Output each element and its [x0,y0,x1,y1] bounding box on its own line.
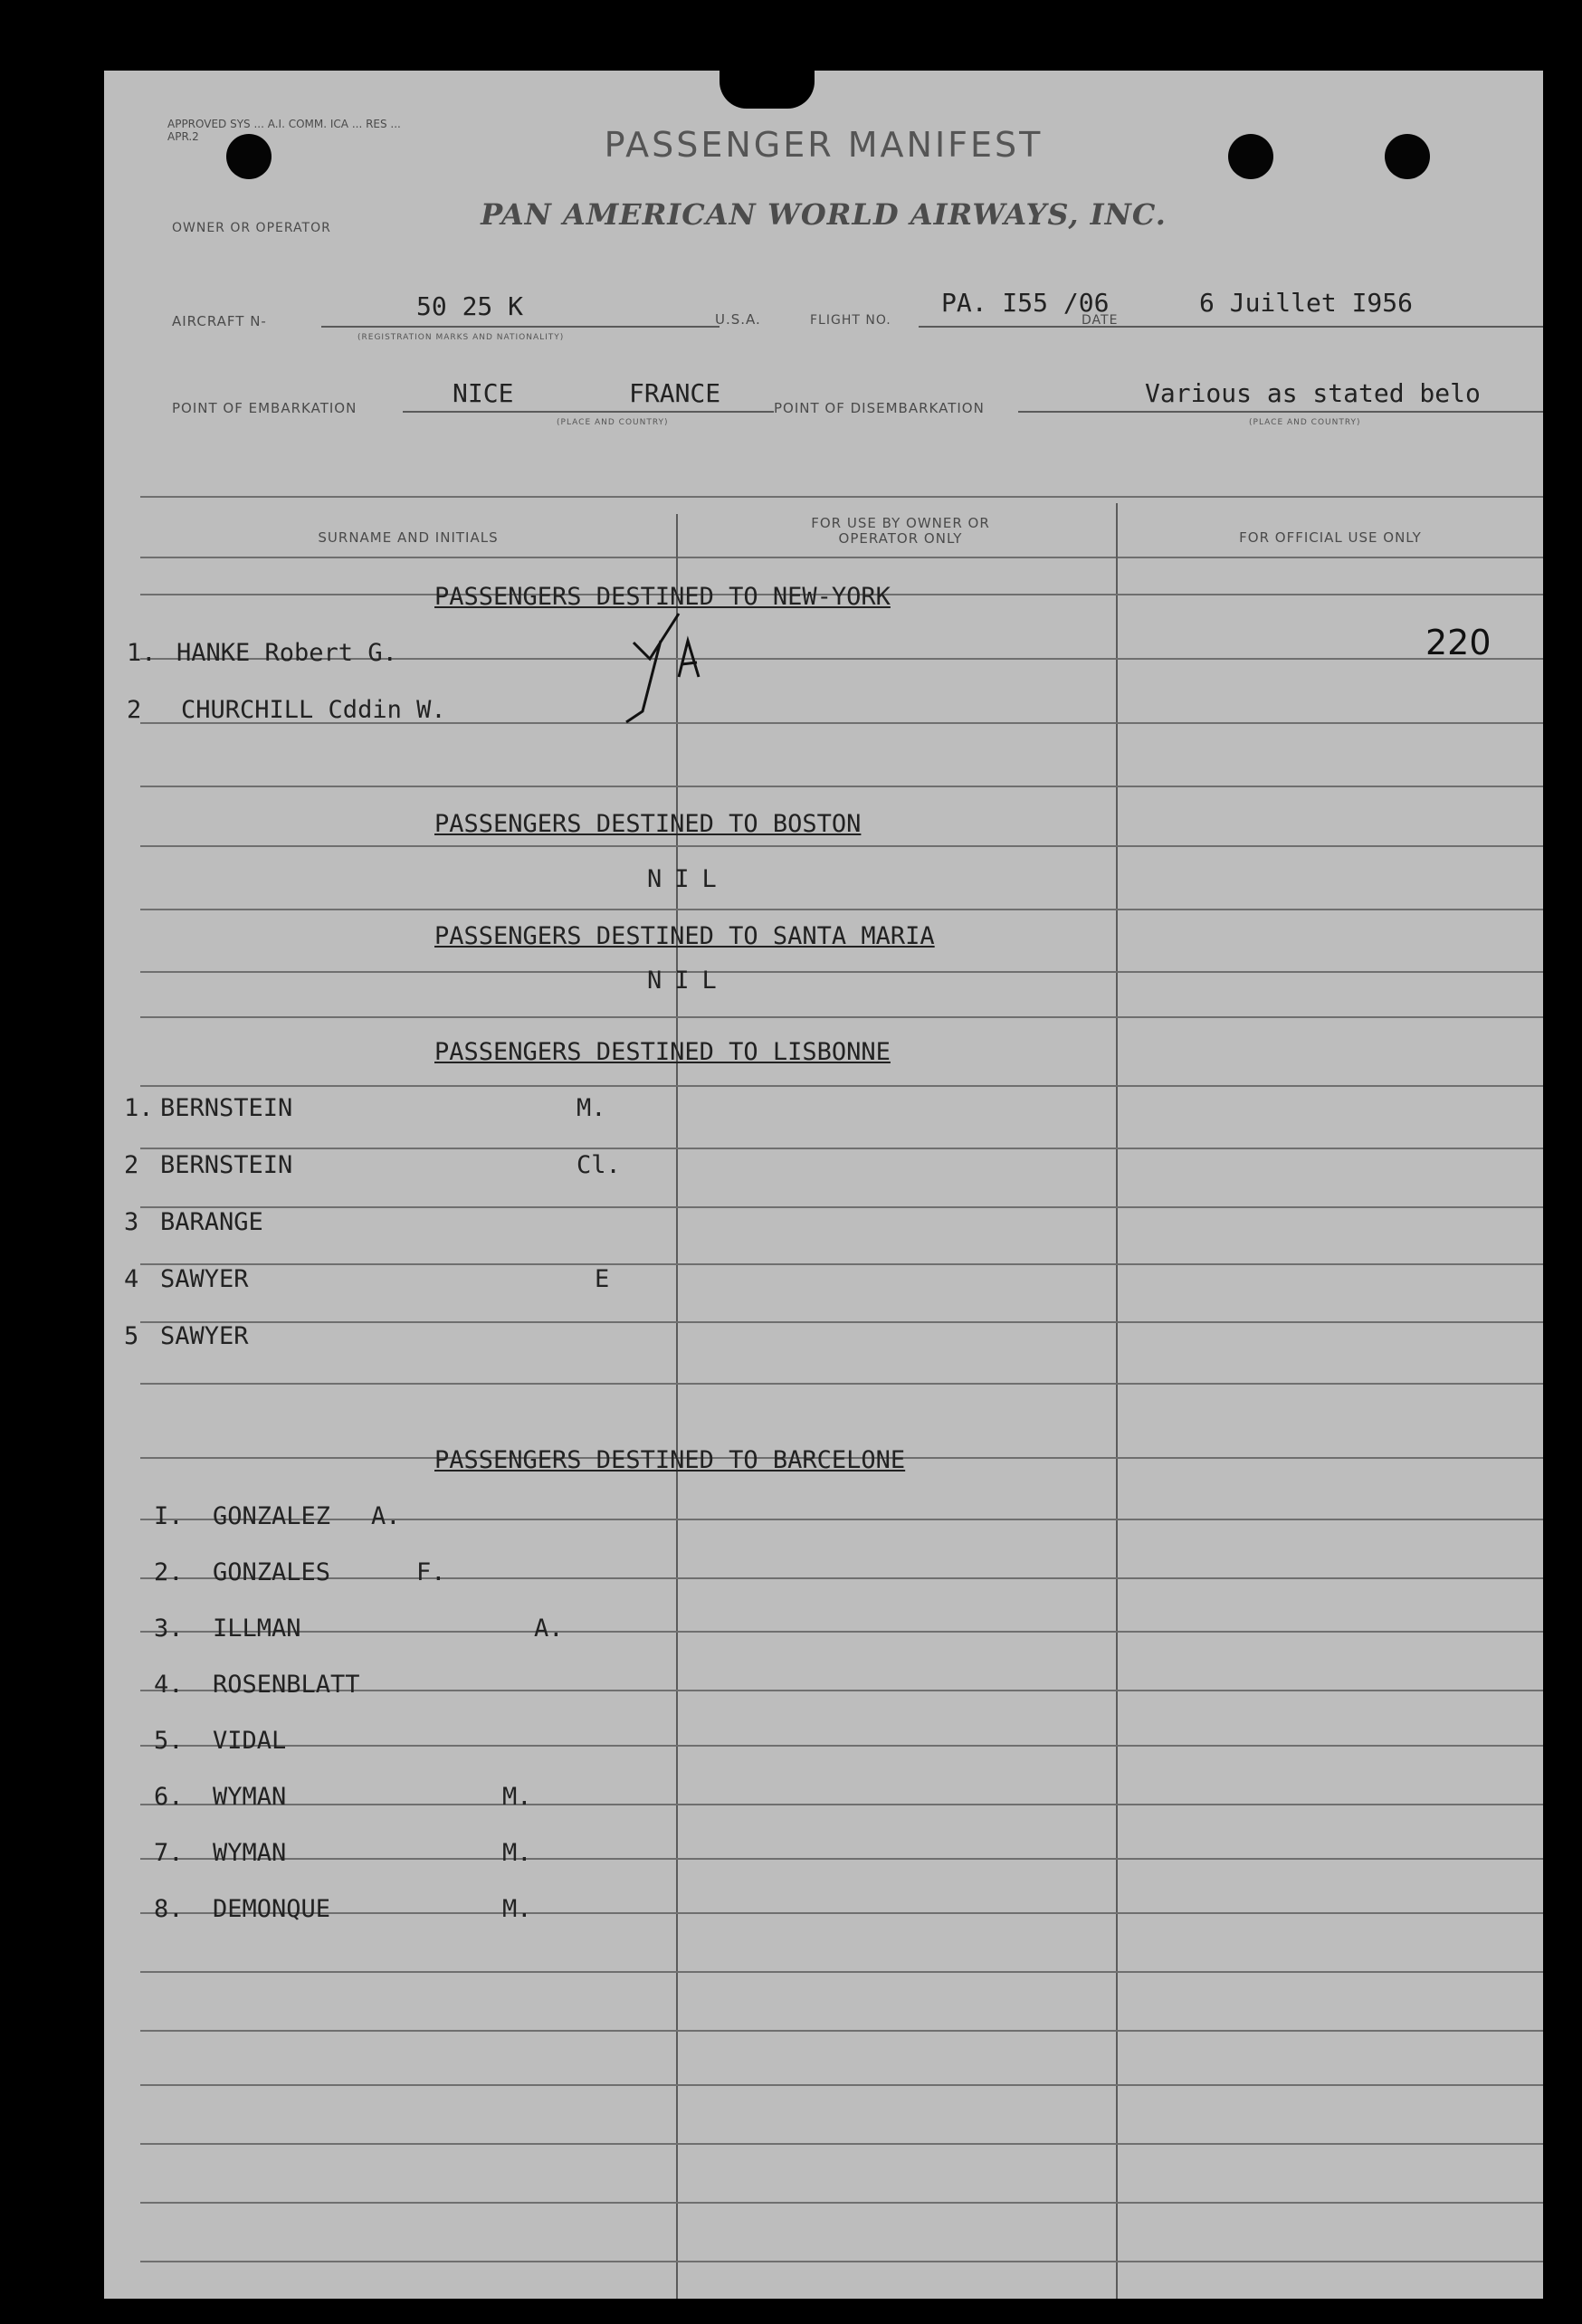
passenger-name: ROSENBLATT [213,1671,360,1699]
passenger-name: SAWYER [160,1322,249,1350]
section-heading-lisbonne: PASSENGERS DESTINED TO LISBONNE [434,1038,891,1066]
table-rule [140,1912,1543,1914]
passenger-row [154,1839,532,1867]
passenger-row [154,1558,446,1586]
passenger-row [124,1151,621,1179]
table-rule [140,786,1543,787]
table-rule [140,1971,1543,1973]
flight-label: FLIGHT NO. [810,313,891,328]
passenger-number: 3 [124,1208,139,1236]
passenger-name: CHURCHILL Cddin W. [181,696,446,724]
passenger-number: 2 [127,696,142,724]
disembarkation-underline [1018,411,1543,413]
passenger-number: 1. [124,1094,154,1122]
passenger-row [124,1094,606,1122]
embarkation-city: NICE [453,378,514,408]
page-title: PASSENGER MANIFEST [604,125,1044,165]
passenger-number: 8. [154,1895,184,1923]
embarkation-sub: (PLACE AND COUNTRY) [557,418,669,427]
table-rule [140,1085,1543,1087]
table-rule [140,1016,1543,1018]
passenger-row [127,696,446,724]
disembarkation-label: POINT OF DISEMBARKATION [774,400,985,416]
column-header-official-use: FOR OFFICIAL USE ONLY [1239,529,1422,546]
date-value: 6 Juillet I956 [1199,288,1414,318]
table-rule [140,1858,1543,1860]
passenger-name: VIDAL [213,1727,287,1755]
table-rule [140,909,1543,910]
table-rule [140,1206,1543,1208]
passenger-name: GONZALES [213,1558,331,1586]
passenger-name: WYMAN [213,1839,287,1867]
table-rule [140,1383,1543,1385]
table-rule [140,557,1543,558]
aircraft-sub: (REGISTRATION MARKS AND NATIONALITY) [357,333,565,342]
passenger-initials: M. [502,1783,532,1811]
passenger-initials: E [595,1265,610,1293]
table-rule [140,496,1543,498]
embarkation-label: POINT OF EMBARKATION [172,400,357,416]
passenger-name: BARANGE [160,1208,263,1236]
passenger-initials: M. [502,1895,532,1923]
table-rule [140,1321,1543,1323]
passenger-initials: A. [534,1614,564,1643]
passenger-number: 7. [154,1839,184,1867]
nil-marker: NIL [647,865,729,893]
passenger-initials: F. [416,1558,446,1586]
table-rule [140,1519,1543,1520]
passenger-name: DEMONQUE [213,1895,331,1923]
section-heading-newyork: PASSENGERS DESTINED TO NEW-YORK [434,583,891,611]
passenger-number: 6. [154,1783,184,1811]
passenger-number: 2. [154,1558,184,1586]
passenger-number: 5. [154,1727,184,1755]
table-rule [140,2143,1543,2145]
date-label: DATE [1082,313,1119,328]
aircraft-underline [321,326,720,328]
disembarkation-value: Various as stated belo [1145,378,1481,408]
passenger-row [124,1322,249,1350]
passenger-name: BERNSTEIN [160,1094,293,1122]
section-heading-boston: PASSENGERS DESTINED TO BOSTON [434,810,862,838]
passenger-row [154,1614,564,1643]
airline-name: PAN AMERICAN WORLD AIRWAYS, INC. [481,197,1167,232]
table-rule [140,2030,1543,2032]
passenger-number: 4 [124,1265,139,1293]
table-rule [140,2084,1543,2086]
nil-marker: NIL [647,967,729,995]
flight-value: PA. I55 /06 [941,288,1110,318]
passenger-row [124,1265,610,1293]
passenger-number: I. [154,1502,184,1530]
passenger-row [124,1208,263,1236]
table-rule [140,1263,1543,1265]
disembarkation-sub: (PLACE AND COUNTRY) [1249,418,1361,427]
column-header-surname: SURNAME AND INITIALS [318,529,499,546]
date-underline [1127,326,1543,328]
passenger-number: 1. [127,639,157,667]
passenger-initials: Cl. [577,1151,621,1179]
passenger-row [127,639,397,667]
table-rule [140,2261,1543,2262]
usa-label: U.S.A. [715,311,761,328]
passenger-number: 2 [124,1151,139,1179]
embarkation-underline [403,411,774,413]
passenger-initials: M. [502,1839,532,1867]
table-rule [140,2202,1543,2204]
passenger-initials: M. [577,1094,606,1122]
passenger-name: WYMAN [213,1783,287,1811]
table-rule [140,1148,1543,1149]
passenger-name: ILLMAN [213,1614,301,1643]
section-heading-barcelone: PASSENGERS DESTINED TO BARCELONE [434,1446,906,1474]
passenger-name: HANKE Robert G. [176,639,397,667]
table-rule [140,1745,1543,1747]
table-rule [140,1631,1543,1633]
passenger-number: 3. [154,1614,184,1643]
table-rule [140,845,1543,847]
passenger-name: BERNSTEIN [160,1151,293,1179]
table-rule [140,1804,1543,1805]
official-stamp-number: 220 [1425,623,1491,662]
manifest-page [104,71,1543,2299]
torn-notch [720,71,815,109]
passenger-row [154,1727,287,1755]
approval-note: APPROVED SYS ... A.I. COMM. ICA ... RES ... APR.2 [167,118,401,143]
embarkation-country: FRANCE [629,378,721,408]
passenger-row [154,1671,360,1699]
section-heading-santa-maria: PASSENGERS DESTINED TO SANTA MARIA [434,922,935,950]
passenger-name: GONZALEZ [213,1502,331,1530]
owner-label: OWNER OR OPERATOR [172,221,331,235]
passenger-number: 4. [154,1671,184,1699]
aircraft-label: AIRCRAFT N- [172,313,267,329]
passenger-number: 5 [124,1322,139,1350]
passenger-row [154,1783,532,1811]
passenger-name: SAWYER [160,1265,249,1293]
checkmark-icon [624,605,751,731]
passenger-row [154,1895,532,1923]
passenger-initials: A. [371,1502,401,1530]
aircraft-value: 50 25 K [416,291,524,321]
table-rule [140,971,1543,973]
table-rule [140,1577,1543,1579]
passenger-row [154,1502,401,1530]
column-header-owner-use: FOR USE BY OWNER OR OPERATOR ONLY [811,515,990,547]
